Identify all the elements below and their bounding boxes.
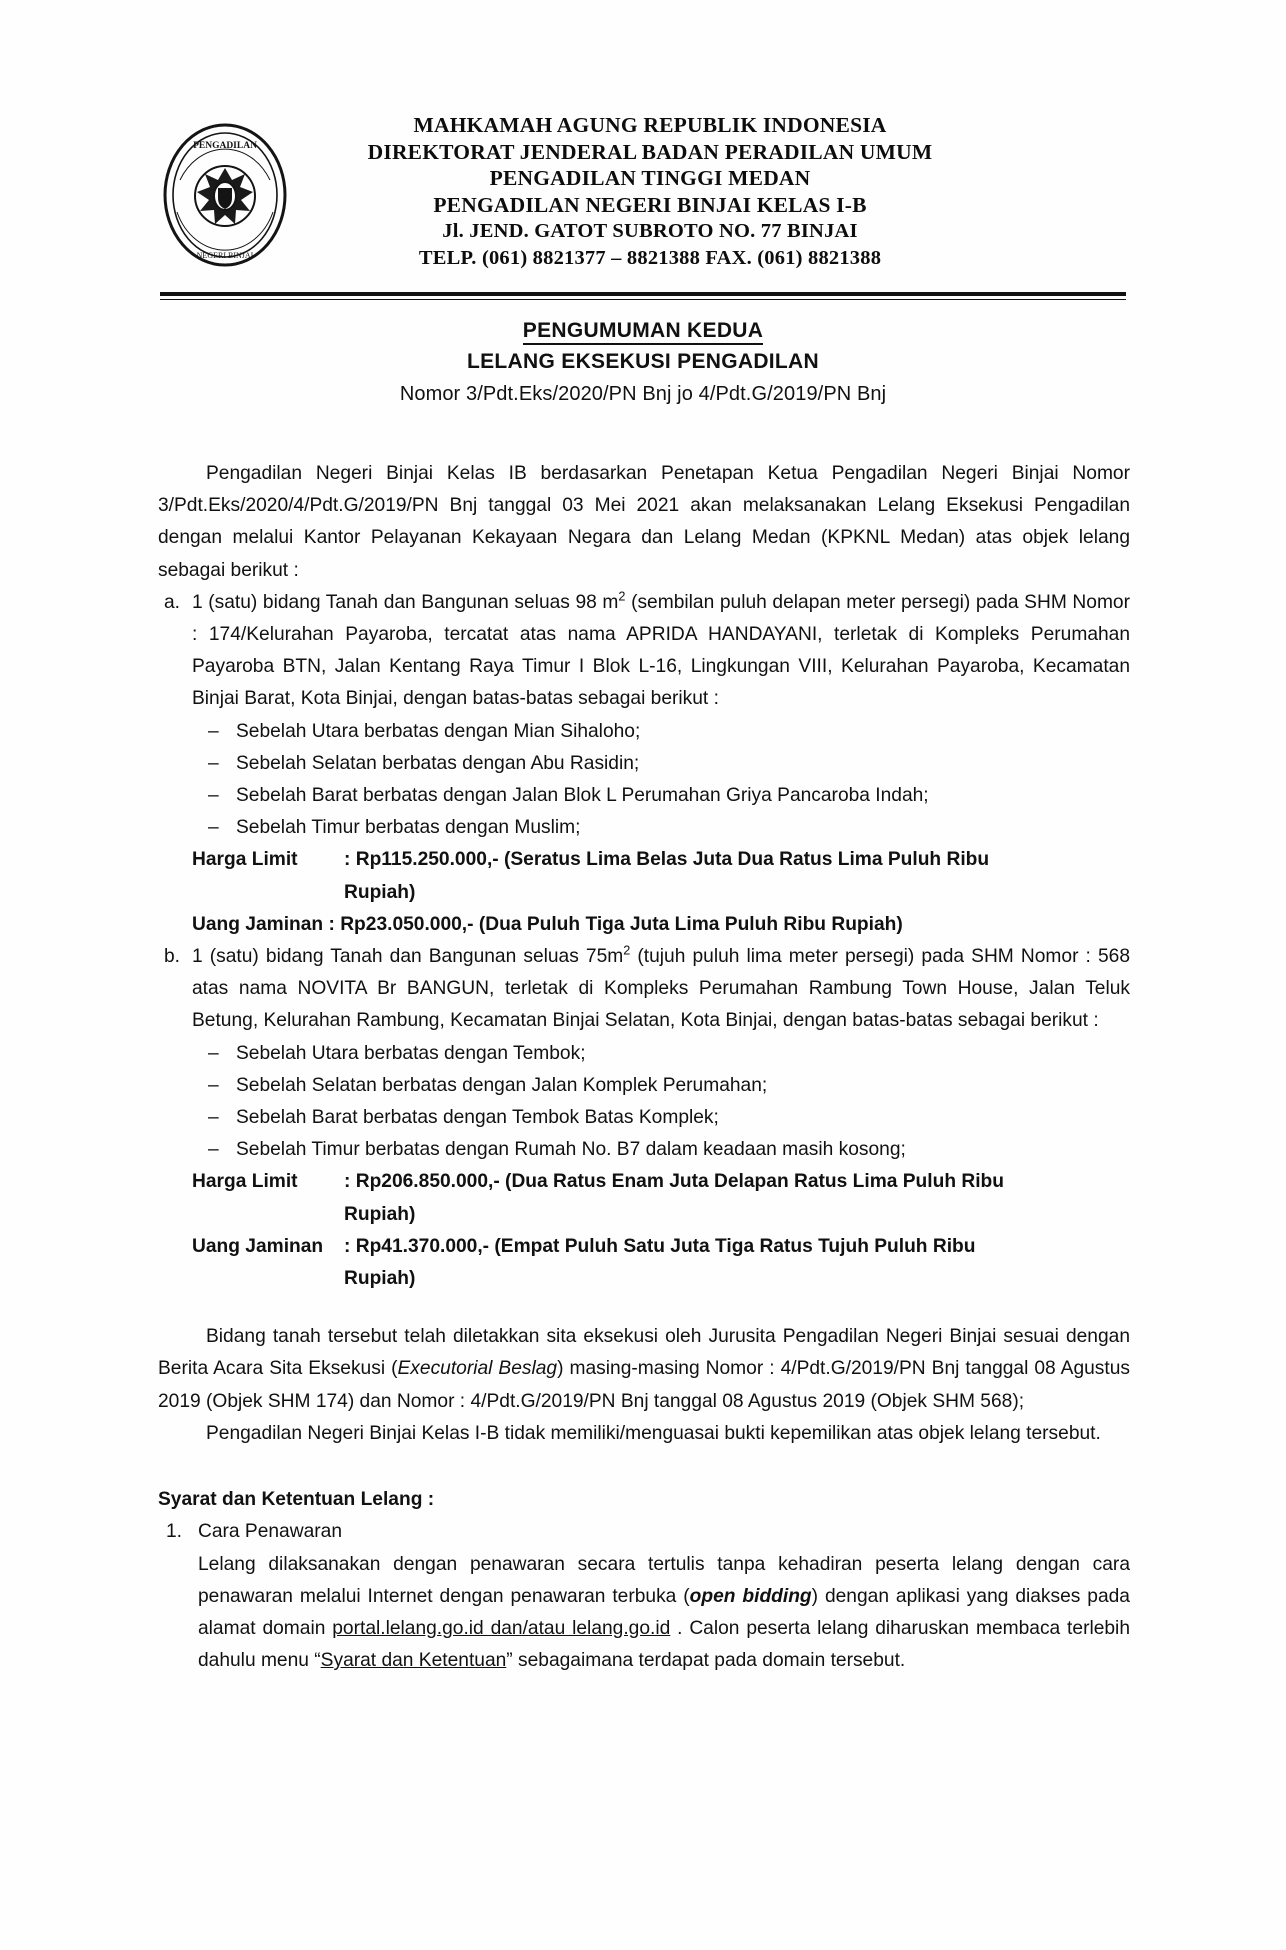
harga-limit-label: Harga Limit: [192, 849, 298, 871]
terms-heading: Syarat dan Ketentuan Lelang :: [158, 1489, 435, 1511]
announcement-title-underlined: PENGUMUMAN KEDUA: [523, 319, 763, 345]
terms-item-1-body: [198, 1549, 1130, 1678]
dash-marker: –: [208, 1107, 219, 1129]
object-b-desc-pre: 1 (satu) bidang Tanah dan Bangunan seluas 75m: [192, 946, 624, 968]
letterhead-line-2: DIREKTORAT JENDERAL BADAN PERADILAN UMUM: [367, 139, 933, 164]
object-a-harga-limit-row: [192, 844, 1130, 876]
announcement-title-block: [160, 316, 1126, 410]
object-b-sup: 2: [623, 943, 631, 958]
boundary-text: Sebelah Barat berbatas dengan Tembok Batas Komplek;: [236, 1107, 719, 1129]
boundary-text: Sebelah Timur berbatas dengan Rumah No. B7 dalam keadaan masih kosong;: [236, 1139, 906, 1161]
spacer: [158, 1295, 1130, 1321]
object-a-desc-post: (sembilan puluh delapan meter persegi) pada SHM Nomor : 174/Kelurahan Payaroba, tercatat atas nama APRIDA HANDAYANI, terletak di Kompleks Perumahan Payaroba BTN, Jalan Kentang Raya Timur I Blok L-16, Lingkungan VIII, Kelurahan Payaroba, Kecamatan Binjai Barat, Kota Binjai, dengan batas-batas sebagai berikut :: [192, 591, 1130, 710]
letterhead-address: Jl. JEND. GATOT SUBROTO NO. 77 BINJAI: [442, 220, 858, 242]
boundary-text: Sebelah Timur berbatas dengan Muslim;: [236, 817, 581, 839]
syarat-ketentuan-link[interactable]: Syarat dan Ketentuan: [320, 1650, 507, 1672]
object-a-harga-limit-cont: Rupiah): [344, 881, 416, 903]
object-a-marker: a.: [164, 591, 181, 613]
letterhead-text: [300, 112, 1000, 271]
letterhead-line-1: MAHKAMAH AGUNG REPUBLIK INDONESIA: [413, 113, 887, 137]
announcement-number: Nomor 3/Pdt.Eks/2020/PN Bnj jo 4/Pdt.G/2019/PN Bnj: [399, 383, 887, 405]
open-bidding-emphasis: open bidding: [689, 1585, 812, 1607]
lelang-domain-link[interactable]: portal.lelang.go.id dan/atau lelang.go.id: [332, 1617, 671, 1639]
terms-body-c: . Calon peserta lelang diharuskan membaca terlebih dahulu menu “: [198, 1617, 1130, 1672]
object-a-desc-pre: 1 (satu) bidang Tanah dan Bangunan seluas 98 m: [192, 591, 619, 613]
boundary-item: [192, 748, 1130, 780]
sita-para1-part-b: ) masing-masing Nomor : 4/Pdt.G/2019/PN Bnj tanggal 08 Agustus 2019 (Objek SHM 174) dan Nomor : 4/Pdt.G/2019/PN Bnj tanggal 08 Agustus 2019 (Objek SHM 568);: [158, 1358, 1130, 1412]
harga-limit-label: Harga Limit: [192, 1171, 298, 1193]
boundary-item: [192, 1134, 1130, 1166]
boundary-text: Sebelah Utara berbatas dengan Tembok;: [236, 1042, 586, 1064]
spacer: [158, 1450, 1130, 1484]
boundary-item: [192, 812, 1130, 844]
dash-marker: –: [208, 785, 219, 807]
object-b-harga-limit-row: [192, 1166, 1130, 1198]
boundary-item: [192, 780, 1130, 812]
object-a-sup: 2: [618, 589, 626, 604]
object-a-uang-jaminan: Uang Jaminan : Rp23.050.000,- (Dua Puluh Tiga Juta Lima Puluh Ribu Rupiah): [192, 913, 903, 935]
announcement-title-primary: [160, 316, 1126, 346]
terms-body-a: Lelang dilaksanakan dengan penawaran secara tertulis tanpa kehadiran peserta lelang dengan cara penawaran melalui Internet dengan penawaran terbuka (: [198, 1553, 1130, 1607]
sita-paragraph-1: [158, 1321, 1130, 1418]
letterhead-line-4: PENGADILAN NEGERI BINJAI KELAS I-B: [433, 192, 867, 217]
terms-body-d: ” sebagaimana terdapat pada domain tersebut.: [506, 1650, 906, 1672]
terms-body-b: ) dengan aplikasi yang diakses pada alamat domain: [198, 1585, 1130, 1639]
document-body: [158, 458, 1130, 1677]
harga-limit-value: : Rp115.250.000,- (Seratus Lima Belas Juta Dua Ratus Lima Puluh Ribu: [344, 849, 990, 871]
divider-thick-line: [160, 292, 1126, 296]
boundary-text: Sebelah Barat berbatas dengan Jalan Blok L Perumahan Griya Pancaroba Indah;: [236, 785, 929, 807]
object-b-uang-jaminan-row: [192, 1231, 1130, 1263]
object-b-desc-post: (tujuh puluh lima meter persegi) pada SHM Nomor : 568 atas nama NOVITA Br BANGUN, terletak di Kompleks Perumahan Rambung Town House, Jalan Teluk Betung, Kelurahan Rambung, Kecamatan Binjai Selatan, Kota Binjai, dengan batas-batas sebagai berikut :: [192, 946, 1130, 1032]
dash-marker: –: [208, 1139, 219, 1161]
dash-marker: –: [208, 817, 219, 839]
terms-item-1-title: Cara Penawaran: [198, 1521, 342, 1543]
object-a-boundaries: [192, 716, 1130, 845]
letterhead-phone: TELP. (061) 8821377 – 8821388 FAX. (061) 8821388: [418, 246, 882, 269]
letterhead: [0, 112, 1286, 284]
terms-item-1-content: [198, 1516, 1130, 1677]
svg-text:PENGADILAN: PENGADILAN: [193, 141, 257, 151]
header-divider: [160, 292, 1126, 300]
boundary-item: [192, 1070, 1130, 1102]
dash-marker: –: [208, 752, 219, 774]
letterhead-line-3: PENGADILAN TINGGI MEDAN: [489, 166, 811, 190]
boundary-text: Sebelah Selatan berbatas dengan Jalan Komplek Perumahan;: [236, 1074, 768, 1096]
object-a-body: [192, 587, 1130, 941]
dash-marker: –: [208, 720, 219, 742]
object-b-uang-jaminan-cont: Rupiah): [344, 1268, 416, 1290]
dash-marker: –: [208, 1074, 219, 1096]
court-seal-icon: [160, 120, 290, 270]
sita-para1-part-a: Bidang tanah tersebut telah diletakkan sita eksekusi oleh Jurusita Pengadilan Negeri Binjai sesuai dengan Berita Acara Sita Eksekusi (: [158, 1326, 1130, 1380]
auction-object-b: [158, 941, 1130, 1295]
boundary-text: Sebelah Selatan berbatas dengan Abu Rasidin;: [236, 752, 640, 774]
boundary-item: [192, 1102, 1130, 1134]
object-b-body: [192, 941, 1130, 1295]
terms-item-1-number: 1.: [166, 1521, 183, 1543]
auction-object-a: [158, 587, 1130, 941]
boundary-item: [192, 1038, 1130, 1070]
object-b-harga-limit-cont: Rupiah): [344, 1203, 416, 1225]
terms-item-1: [158, 1516, 1130, 1677]
intro-paragraph: Pengadilan Negeri Binjai Kelas IB berdasarkan Penetapan Ketua Pengadilan Negeri Binjai Nomor 3/Pdt.Eks/2020/4/Pdt.G/2019/PN Bnj tanggal 03 Mei 2021 akan melaksanakan Lelang Eksekusi Pengadilan dengan melalui Kantor Pelayanan Kekayaan Negara dan Lelang Medan (KPKNL Medan) atas objek lelang sebagai berikut :: [158, 463, 1130, 581]
dash-marker: –: [208, 1042, 219, 1064]
sita-paragraph-2: Pengadilan Negeri Binjai Kelas I-B tidak memiliki/menguasai bukti kepemilikan atas objek lelang tersebut.: [206, 1422, 1101, 1444]
boundary-item: [192, 716, 1130, 748]
object-b-marker: b.: [164, 946, 181, 968]
sita-para1-italic: Executorial Beslag: [397, 1358, 558, 1380]
divider-thin-line: [160, 299, 1126, 301]
object-b-boundaries: [192, 1038, 1130, 1167]
boundary-text: Sebelah Utara berbatas dengan Mian Sihaloho;: [236, 720, 641, 742]
uang-jaminan-value: : Rp41.370.000,- (Empat Puluh Satu Juta Tiga Ratus Tujuh Puluh Ribu: [344, 1235, 976, 1257]
announcement-title-secondary: LELANG EKSEKUSI PENGADILAN: [467, 350, 819, 373]
svg-text:NEGERI BINJAI: NEGERI BINJAI: [196, 251, 254, 260]
harga-limit-value: : Rp206.850.000,- (Dua Ratus Enam Juta Delapan Ratus Lima Puluh Ribu: [344, 1171, 1005, 1193]
auction-objects-list: [158, 587, 1130, 1295]
uang-jaminan-label: Uang Jaminan: [192, 1235, 324, 1257]
